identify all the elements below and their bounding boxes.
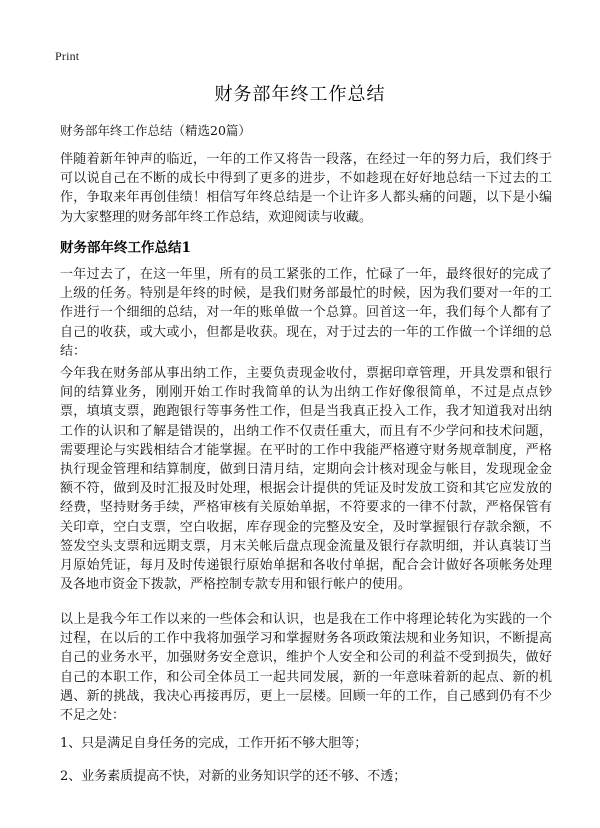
body-paragraph-3: 以上是我今年工作以来的一些体会和认识，也是我在工作中将理论转化为实践的一个过程，在以后的工作中我将加强学习和掌握财务各项政策法规和业务知识，不断提高自己的业务水平，加强财务安全意识，维护个人安全和公司的利益不受到损失，做好自己的本职工作，和公司全体员工一起共同发展，新的一年意味着新的起点、新的机遇、新的挑战，我决心再接再厉，更上一层楼。回顾一年的工作，自己感到仍有不少不足之处：	[60, 612, 552, 724]
document-subtitle: 财务部年终工作总结（精选20篇）	[60, 123, 251, 138]
page-title: 财务部年终工作总结	[214, 84, 386, 105]
list-item: 2、业务素质提高不快，对新的业务知识学的还不够、不透；	[60, 769, 407, 784]
print-link[interactable]: Print	[55, 49, 80, 63]
body-paragraph-1: 一年过去了，在这一年里，所有的员工紧张的工作，忙碌了一年，最终很好的完成了上级的任务。特别是年终的时候，是我们财务部最忙的时候，因为我们要对一年的工作进行一个细细的总结，对一年的账单做一个总算。回首这一年，我们每个人都有了自己的收获，或大或小，但都是收获。现在，对于过去的一年的工作做一个详细的总结：	[60, 267, 552, 359]
intro-paragraph: 伴随着新年钟声的临近，一年的工作又将告一段落，在经过一年的努力后，我们终于可以说自己在不断的成长中得到了更多的进步，不如趁现在好好地总结一下过去的工作，争取来年再创佳绩！相信写年终总结是一个让许多人都头痛的问题，以下是小编为大家整理的财务部年终工作总结，欢迎阅读与收藏。	[60, 152, 552, 225]
body-paragraph-2: 今年我在财务部从事出纳工作，主要负责现金收付，票据印章管理，开具发票和银行间的结算业务，刚刚开始工作时我简单的认为出纳工作好像很简单，不过是点点钞票，填填支票，跑跑银行等事务性工作，但是当我真正投入工作，我才知道我对出纳工作的认识和了解是错误的，出纳工作不仅责任重大，而且有不少学问和技术问题，需要理论与实践相结合才能掌握。在平时的工作中我能严格遵守财务规章制度，严格执行现金管理和结算制度，做到日清月结，定期向会计核对现金与帐目，发现现金金额不符，做到及时汇报及时处理，根据会计提供的凭证及时发放工资和其它应发放的经费，坚持财务手续，严格审核有关原始单据，不符要求的一律不付款，严格保管有关印章，空白支票，空白收据，库存现金的完整及安全，及时掌握银行存款余额，不签发空头支票和远期支票，月末关帐后盘点现金流量及银行存款明细，并认真装订当月原始凭证，每月及时传递银行原始单据和各收付单据，配合会计做好各项帐务处理及各地市资金下拨款，严格控制专款专用和银行帐户的使用。	[60, 366, 552, 593]
section-heading: 财务部年终工作总结1	[60, 240, 191, 256]
list-item: 1、只是满足自身任务的完成，工作开拓不够大胆等；	[60, 736, 368, 751]
